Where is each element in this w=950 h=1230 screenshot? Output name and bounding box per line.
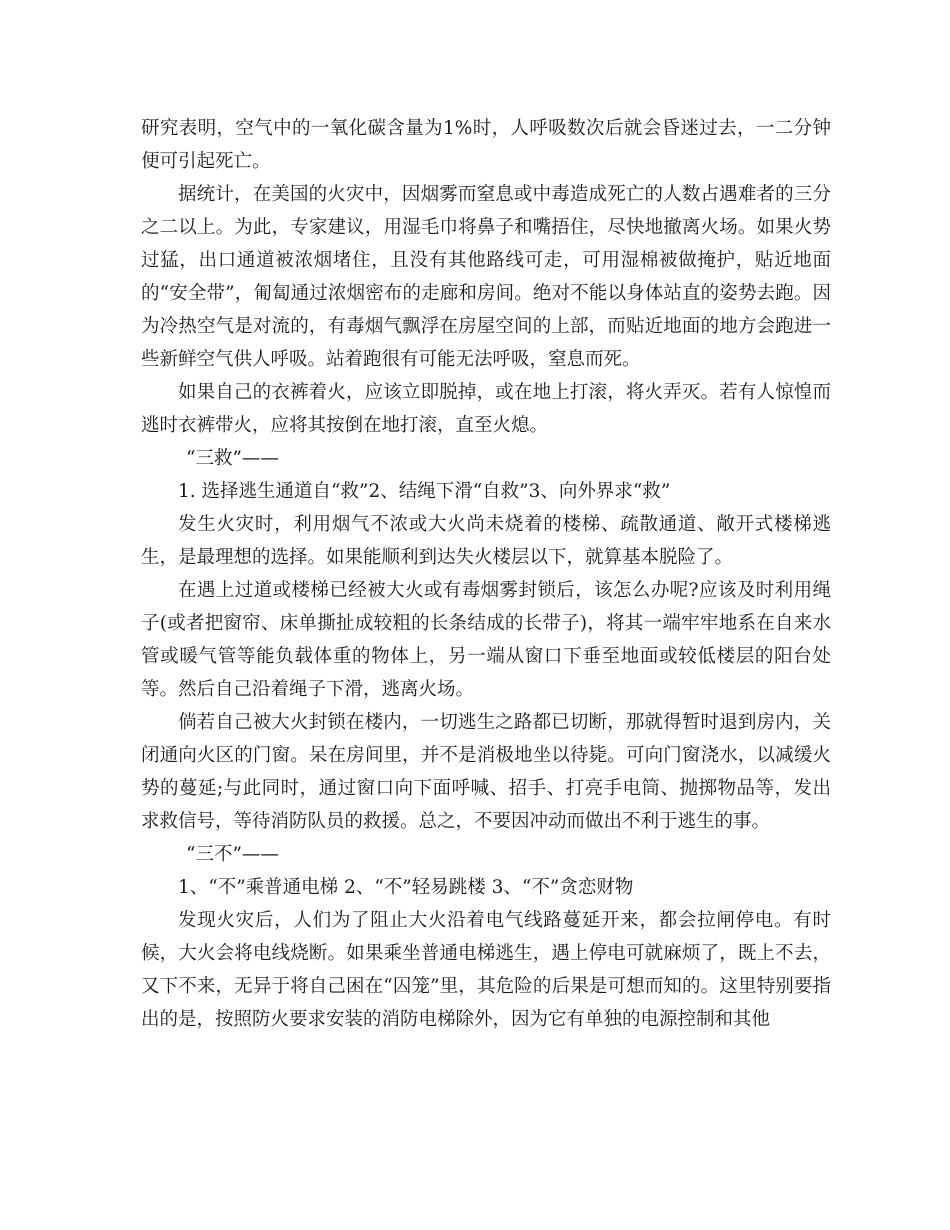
- paragraph-three-donts-list: 1、“不”乘普通电梯 2、“不”轻易跳楼 3、“不”贪恋财物: [178, 877, 634, 898]
- paragraph-smoke-escape: 据统计，在美国的火灾中，因烟雾而窒息或中毒造成死亡的人数占遇难者的三分之二以上。为此，专家建议，用湿毛巾将鼻子和嘴捂住，尽快地撤离火场。如果火势过猛，出口通道被浓烟堵住，且没有其他路线可走，可用湿棉被做掩护，贴近地面的“安全带”，匍匐通过浓烟密布的走廊和房间。绝对不能以身体站直的姿势去跑。因为冷热空气是对流的，有毒烟气飘浮在房屋空间的上部，而贴近地面的地方会跑进一些新鲜空气供人呼吸。站着跑很有可能无法呼吸，窒息而死。: [141, 184, 831, 370]
- section-heading-three-donts: “三不”——: [186, 844, 279, 865]
- section-heading-three-rescues: “三救”——: [186, 448, 279, 469]
- paragraph-elevator-warning: 发现火灾后，人们为了阻止大火沿着电气线路蔓延开来，都会拉闸停电。有时候，大火会将电线烧断。如果乘坐普通电梯逃生，遇上停电可就麻烦了，既上不去，又下不来，无异于将自己困在“囚笼”里，其危险的后果是可想而知的。这里特别要指出的是，按照防火要求安装的消防电梯除外，因为它有单独的电源控制和其他: [141, 910, 831, 1030]
- paragraph-clothes-fire: 如果自己的衣裤着火，应该立即脱掉，或在地上打滚，将火弄灭。若有人惊惶而逃时衣裤带火，应将其按倒在地打滚，直至火熄。: [141, 382, 831, 436]
- paragraph-rope-descent: 在遇上过道或楼梯已经被大火或有毒烟雾封锁后，该怎么办呢?应该及时利用绳子(或者把窗帘、床单撕扯成较粗的长条结成的长带子)，将其一端牢牢地系在自来水管或暖气管等能负载体重的物体上，另一端从窗口下垂至地面或较低楼层的阳台处等。然后自己沿着绳子下滑，逃离火场。: [141, 580, 831, 700]
- document-body: [141, 112, 831, 1036]
- paragraph-three-rescues-list: 1. 选择逃生通道自“救”2、结绳下滑“自救”3、向外界求“救”: [178, 481, 671, 502]
- paragraph-escape-routes: 发生火灾时，利用烟气不浓或大火尚未烧着的楼梯、疏散通道、敞开式楼梯逃生，是最理想的选择。如果能顺利到达失火楼层以下，就算基本脱险了。: [141, 514, 831, 568]
- paragraph-signal-for-help: 倘若自己被大火封锁在楼内，一切逃生之路都已切断，那就得暂时退到房内，关闭通向火区的门窗。呆在房间里，并不是消极地坐以待毙。可向门窗浇水，以减缓火势的蔓延;与此同时，通过窗口向下面呼喊、招手、打亮手电筒、抛掷物品等，发出求救信号，等待消防队员的救援。总之，不要因冲动而做出不利于逃生的事。: [141, 712, 831, 832]
- paragraph-co-poisoning: 研究表明，空气中的一氧化碳含量为1%时，人呼吸数次后就会昏迷过去，一二分钟便可引起死亡。: [141, 118, 831, 172]
